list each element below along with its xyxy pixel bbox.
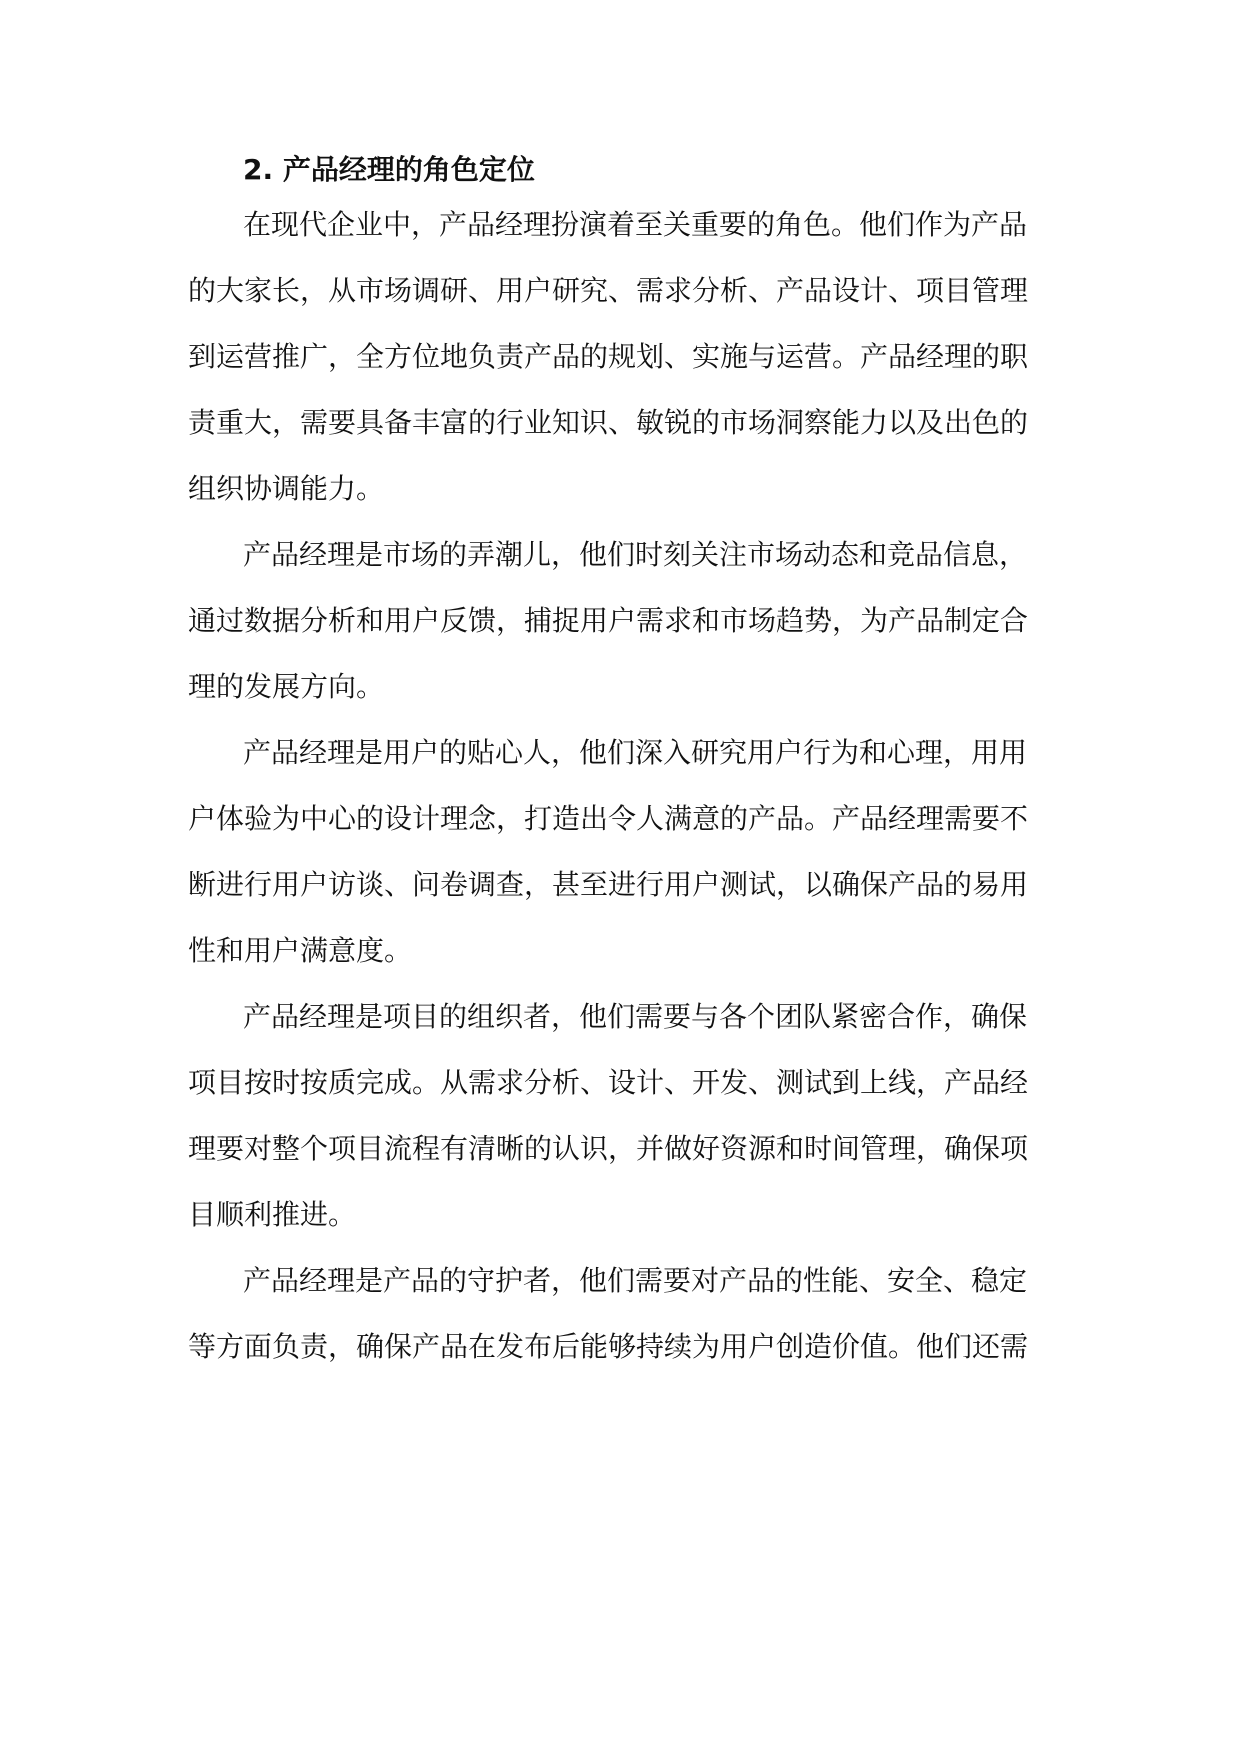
- paragraph-4-line-3: 理要对整个项目流程有清晰的认识，并做好资源和时间管理，确保项: [188, 1132, 1029, 1165]
- paragraph-2-line-1: 产品经理是市场的弄潮儿，他们时刻关注市场动态和竞品信息，: [243, 538, 1028, 571]
- paragraph-5-line-2: 等方面负责，确保产品在发布后能够持续为用户创造价值。他们还需: [188, 1330, 1029, 1363]
- paragraph-3-line-3: 断进行用户访谈、问卷调查，甚至进行用户测试，以确保产品的易用: [188, 868, 1029, 901]
- paragraph-1-line-1: 在现代企业中，产品经理扮演着至关重要的角色。他们作为产品: [243, 208, 1028, 241]
- paragraph-1-line-3: 到运营推广，全方位地负责产品的规划、实施与运营。产品经理的职: [188, 340, 1029, 373]
- section-heading: 2. 产品经理的角色定位: [243, 153, 535, 186]
- paragraph-2-line-3: 理的发展方向。: [188, 670, 385, 703]
- paragraph-3-line-2: 户体验为中心的设计理念，打造出令人满意的产品。产品经理需要不: [188, 802, 1029, 835]
- paragraph-3-line-4: 性和用户满意度。: [188, 934, 413, 967]
- paragraph-1-line-2: 的大家长，从市场调研、用户研究、需求分析、产品设计、项目管理: [188, 274, 1029, 307]
- paragraph-5-line-1: 产品经理是产品的守护者，他们需要对产品的性能、安全、稳定: [243, 1264, 1028, 1297]
- paragraph-2-line-2: 通过数据分析和用户反馈，捕捉用户需求和市场趋势，为产品制定合: [188, 604, 1029, 637]
- paragraph-4-line-1: 产品经理是项目的组织者，他们需要与各个团队紧密合作，确保: [243, 1000, 1028, 1033]
- paragraph-3-line-1: 产品经理是用户的贴心人，他们深入研究用户行为和心理，用用: [243, 736, 1028, 769]
- paragraph-4-line-4: 目顺利推进。: [188, 1198, 357, 1231]
- paragraph-1-line-4: 责重大，需要具备丰富的行业知识、敏锐的市场洞察能力以及出色的: [188, 406, 1029, 439]
- paragraph-4-line-2: 项目按时按质完成。从需求分析、设计、开发、测试到上线，产品经: [188, 1066, 1029, 1099]
- paragraph-1-line-5: 组织协调能力。: [188, 472, 385, 505]
